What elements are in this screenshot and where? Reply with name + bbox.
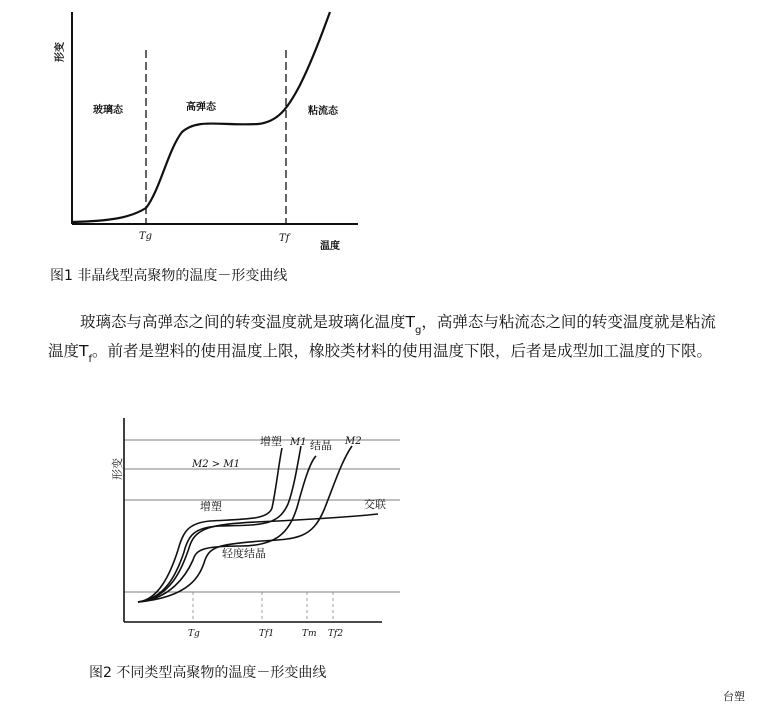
fig2-label-crosslink: 交联 [364, 498, 386, 511]
fig2-label-m2: M2 [345, 436, 362, 447]
fig2-tick-tf2: Tf2 [328, 629, 344, 639]
fig1-region-rubbery: 高弹态 [186, 102, 216, 113]
fig1-region-glassy: 玻璃态 [93, 105, 123, 116]
fig1-tick-tf: Tf [279, 233, 290, 244]
fig2-y-label: 形变 [111, 458, 124, 480]
fig2-tick-tm: Tm [302, 629, 317, 639]
fig1-region-viscous: 粘流态 [308, 106, 338, 117]
body-paragraph: 玻璃态与高弹态之间的转变温度就是玻璃化温度$T_g$，高弹态与粘流态之间的转变温度就是粘流温度$T_f$。前者是塑料的使用温度上限，橡胶类材料的使用温度下限，后者是成型加工温度的下限。 [48, 313, 716, 365]
fig1-y-label: 形变 [55, 42, 66, 62]
fig2-curve-plasticized [138, 448, 282, 602]
fig2-caption: 图2 不同类型高聚物的温度－形变曲线 [89, 665, 327, 681]
fig1-curve [72, 12, 330, 222]
fig2-label-crystal: 结晶 [310, 439, 332, 452]
fig2-label-relation: M2 > M1 [192, 459, 240, 470]
fig2-label-plasticized-top: 增塑 [260, 435, 282, 448]
fig1-tick-tg: Tg [139, 231, 153, 242]
fig2-label-light-crystal: 轻度结晶 [222, 547, 266, 560]
footer-watermark: 台塑 [723, 690, 745, 703]
fig2-tick-tf1: Tf1 [259, 629, 275, 639]
fig2-label-plasticized: 增塑 [200, 500, 222, 513]
fig1-caption: 图1 非晶线型高聚物的温度－形变曲线 [50, 268, 288, 284]
fig1-x-label: 温度 [320, 241, 340, 252]
fig2-tick-tg: Tg [188, 629, 200, 639]
figure-2 [0, 400, 759, 690]
figure-1 [0, 0, 759, 290]
fig2-label-m1: M1 [290, 437, 307, 448]
